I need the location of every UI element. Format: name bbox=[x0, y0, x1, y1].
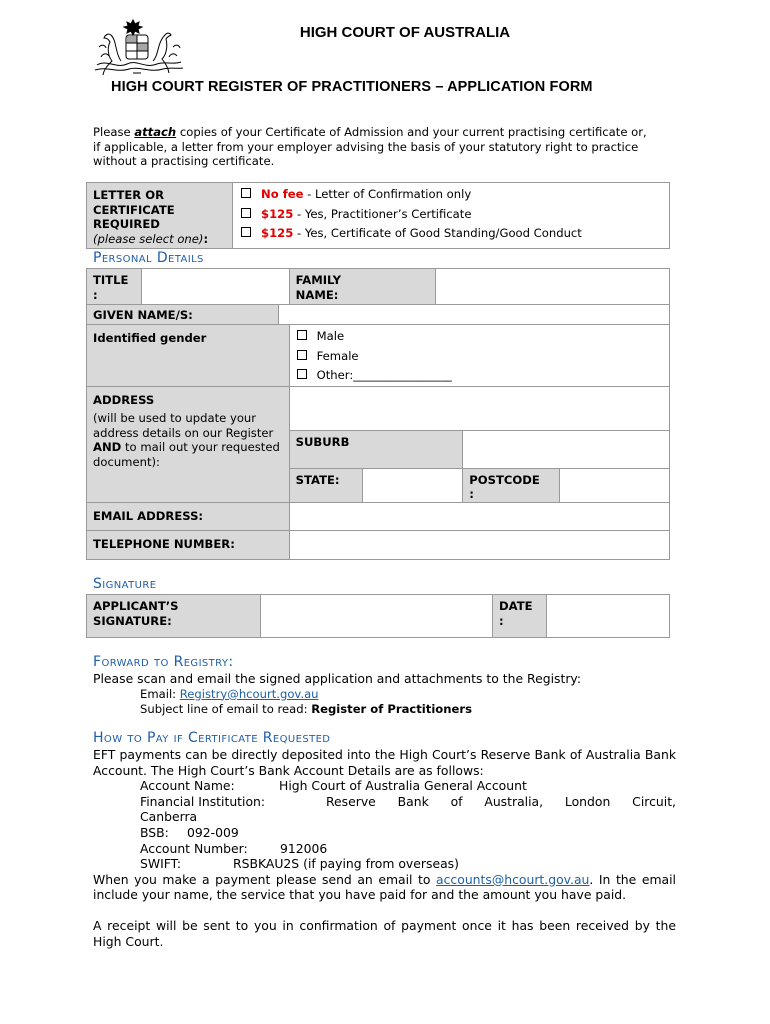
forward-block bbox=[93, 671, 581, 718]
address-input[interactable] bbox=[289, 386, 669, 430]
title-input[interactable] bbox=[141, 269, 289, 305]
intro-paragraph: Please attach copies of your Certificate of Admission and your current practising certificate or, if applicable, a letter from your employer advising the basis of your statutory right to practice without a practising certificate. bbox=[93, 125, 647, 168]
checkbox-icon[interactable] bbox=[297, 350, 307, 360]
personal-details-heading: Personal Details bbox=[93, 250, 204, 266]
address-label-cell: ADDRESS (will be used to update your address details on our Register AND to mail out your requested document): bbox=[87, 386, 290, 502]
signature-table bbox=[86, 594, 670, 638]
state-input[interactable] bbox=[362, 468, 463, 502]
postcode-input[interactable] bbox=[560, 468, 670, 502]
option-practitioner-certificate[interactable]: $125 - Yes, Practitioner’s Certificate bbox=[241, 205, 663, 225]
checkbox-icon[interactable] bbox=[241, 227, 251, 237]
option-no-fee[interactable]: No fee - Letter of Confirmation only bbox=[241, 185, 663, 205]
option-good-standing-certificate[interactable]: $125 - Yes, Certificate of Good Standing/Good Conduct bbox=[241, 224, 663, 244]
email-input[interactable] bbox=[289, 502, 669, 530]
forward-instruction: Please scan and email the signed application and attachments to the Registry: bbox=[93, 671, 582, 686]
date-input[interactable] bbox=[547, 595, 670, 638]
phone-label-cell: TELEPHONE NUMBER: bbox=[87, 530, 290, 559]
suburb-label-cell: SUBURB bbox=[289, 430, 463, 468]
gender-label-cell: Identified gender bbox=[87, 325, 290, 387]
signature-input[interactable] bbox=[261, 595, 493, 638]
accounts-email-link[interactable]: accounts@hcourt.gov.au bbox=[436, 871, 590, 887]
certificate-selection-table bbox=[86, 182, 670, 249]
gender-option-female[interactable]: Female bbox=[297, 347, 663, 367]
state-label-cell: STATE: bbox=[289, 468, 362, 502]
bsb-line: BSB: 092-009 bbox=[140, 824, 239, 840]
given-name-input[interactable] bbox=[278, 305, 669, 325]
given-name-label-cell: GIVEN NAME/S: bbox=[87, 305, 279, 325]
institution-line: Financial Institution: Reserve Bank of Australia, London Circuit, bbox=[140, 793, 676, 809]
email-label-cell: EMAIL ADDRESS: bbox=[87, 502, 290, 530]
title-label-cell: TITLE : bbox=[87, 269, 142, 305]
form-title: HIGH COURT REGISTER OF PRACTITIONERS – APPLICATION FORM bbox=[111, 79, 593, 95]
registry-email-line: Email: Registry@hcourt.gov.au bbox=[140, 686, 319, 701]
postcode-label-cell: POSTCODE : bbox=[463, 468, 560, 502]
account-name-line: Account Name: High Court of Australia General Account bbox=[140, 778, 527, 794]
institution-continuation: Canberra bbox=[140, 809, 198, 825]
payment-intro: EFT payments can be directly deposited into the High Court’s Reserve Bank of Australia Bank Account. The High Court’s Bank Account Details are as follows: bbox=[93, 747, 676, 778]
payment-block bbox=[93, 747, 676, 949]
suburb-input[interactable] bbox=[463, 430, 670, 468]
phone-input[interactable] bbox=[289, 530, 669, 559]
attach-emphasis: attach bbox=[134, 125, 177, 139]
date-label-cell: DATE : bbox=[493, 595, 547, 638]
checkbox-icon[interactable] bbox=[297, 330, 307, 340]
certificate-options-cell bbox=[233, 183, 670, 249]
registry-email-link[interactable]: Registry@hcourt.gov.au bbox=[179, 686, 319, 701]
account-number-line: Account Number: 912006 bbox=[140, 840, 328, 856]
payment-notice: When you make a payment please send an email to accounts@hcourt.gov.au. In the email include your name, the service that you have paid for and the amount you have paid. bbox=[93, 871, 676, 903]
crest-shield-quarter bbox=[137, 43, 148, 51]
swift-line: SWIFT: RSBKAU2S (if paying from overseas) bbox=[140, 856, 459, 872]
subject-line: Subject line of email to read: Register of Practitioners bbox=[140, 702, 472, 717]
gender-option-male[interactable]: Male bbox=[297, 327, 663, 347]
court-name: HIGH COURT OF AUSTRALIA bbox=[299, 24, 511, 41]
family-name-input[interactable] bbox=[436, 269, 670, 305]
gender-option-other[interactable]: Other:_________________ bbox=[297, 366, 663, 386]
checkbox-icon[interactable] bbox=[297, 369, 307, 379]
gender-options-cell bbox=[289, 325, 669, 387]
receipt-notice: A receipt will be sent to you in confirmation of payment once it has been received by the High Court. bbox=[93, 917, 676, 949]
payment-heading: How to Pay if Certificate Requested bbox=[93, 730, 331, 746]
personal-details-table bbox=[86, 268, 670, 560]
family-name-label-cell: FAMILY NAME: bbox=[289, 269, 436, 305]
checkbox-icon[interactable] bbox=[241, 188, 251, 198]
checkbox-icon[interactable] bbox=[241, 208, 251, 218]
forward-heading: Forward to Registry: bbox=[93, 654, 234, 670]
signature-heading: Signature bbox=[93, 576, 157, 592]
applicant-signature-label-cell: APPLICANT’S SIGNATURE: bbox=[87, 595, 261, 638]
certificate-label-cell: LETTER OR CERTIFICATE REQUIRED (please select one): bbox=[87, 183, 233, 249]
